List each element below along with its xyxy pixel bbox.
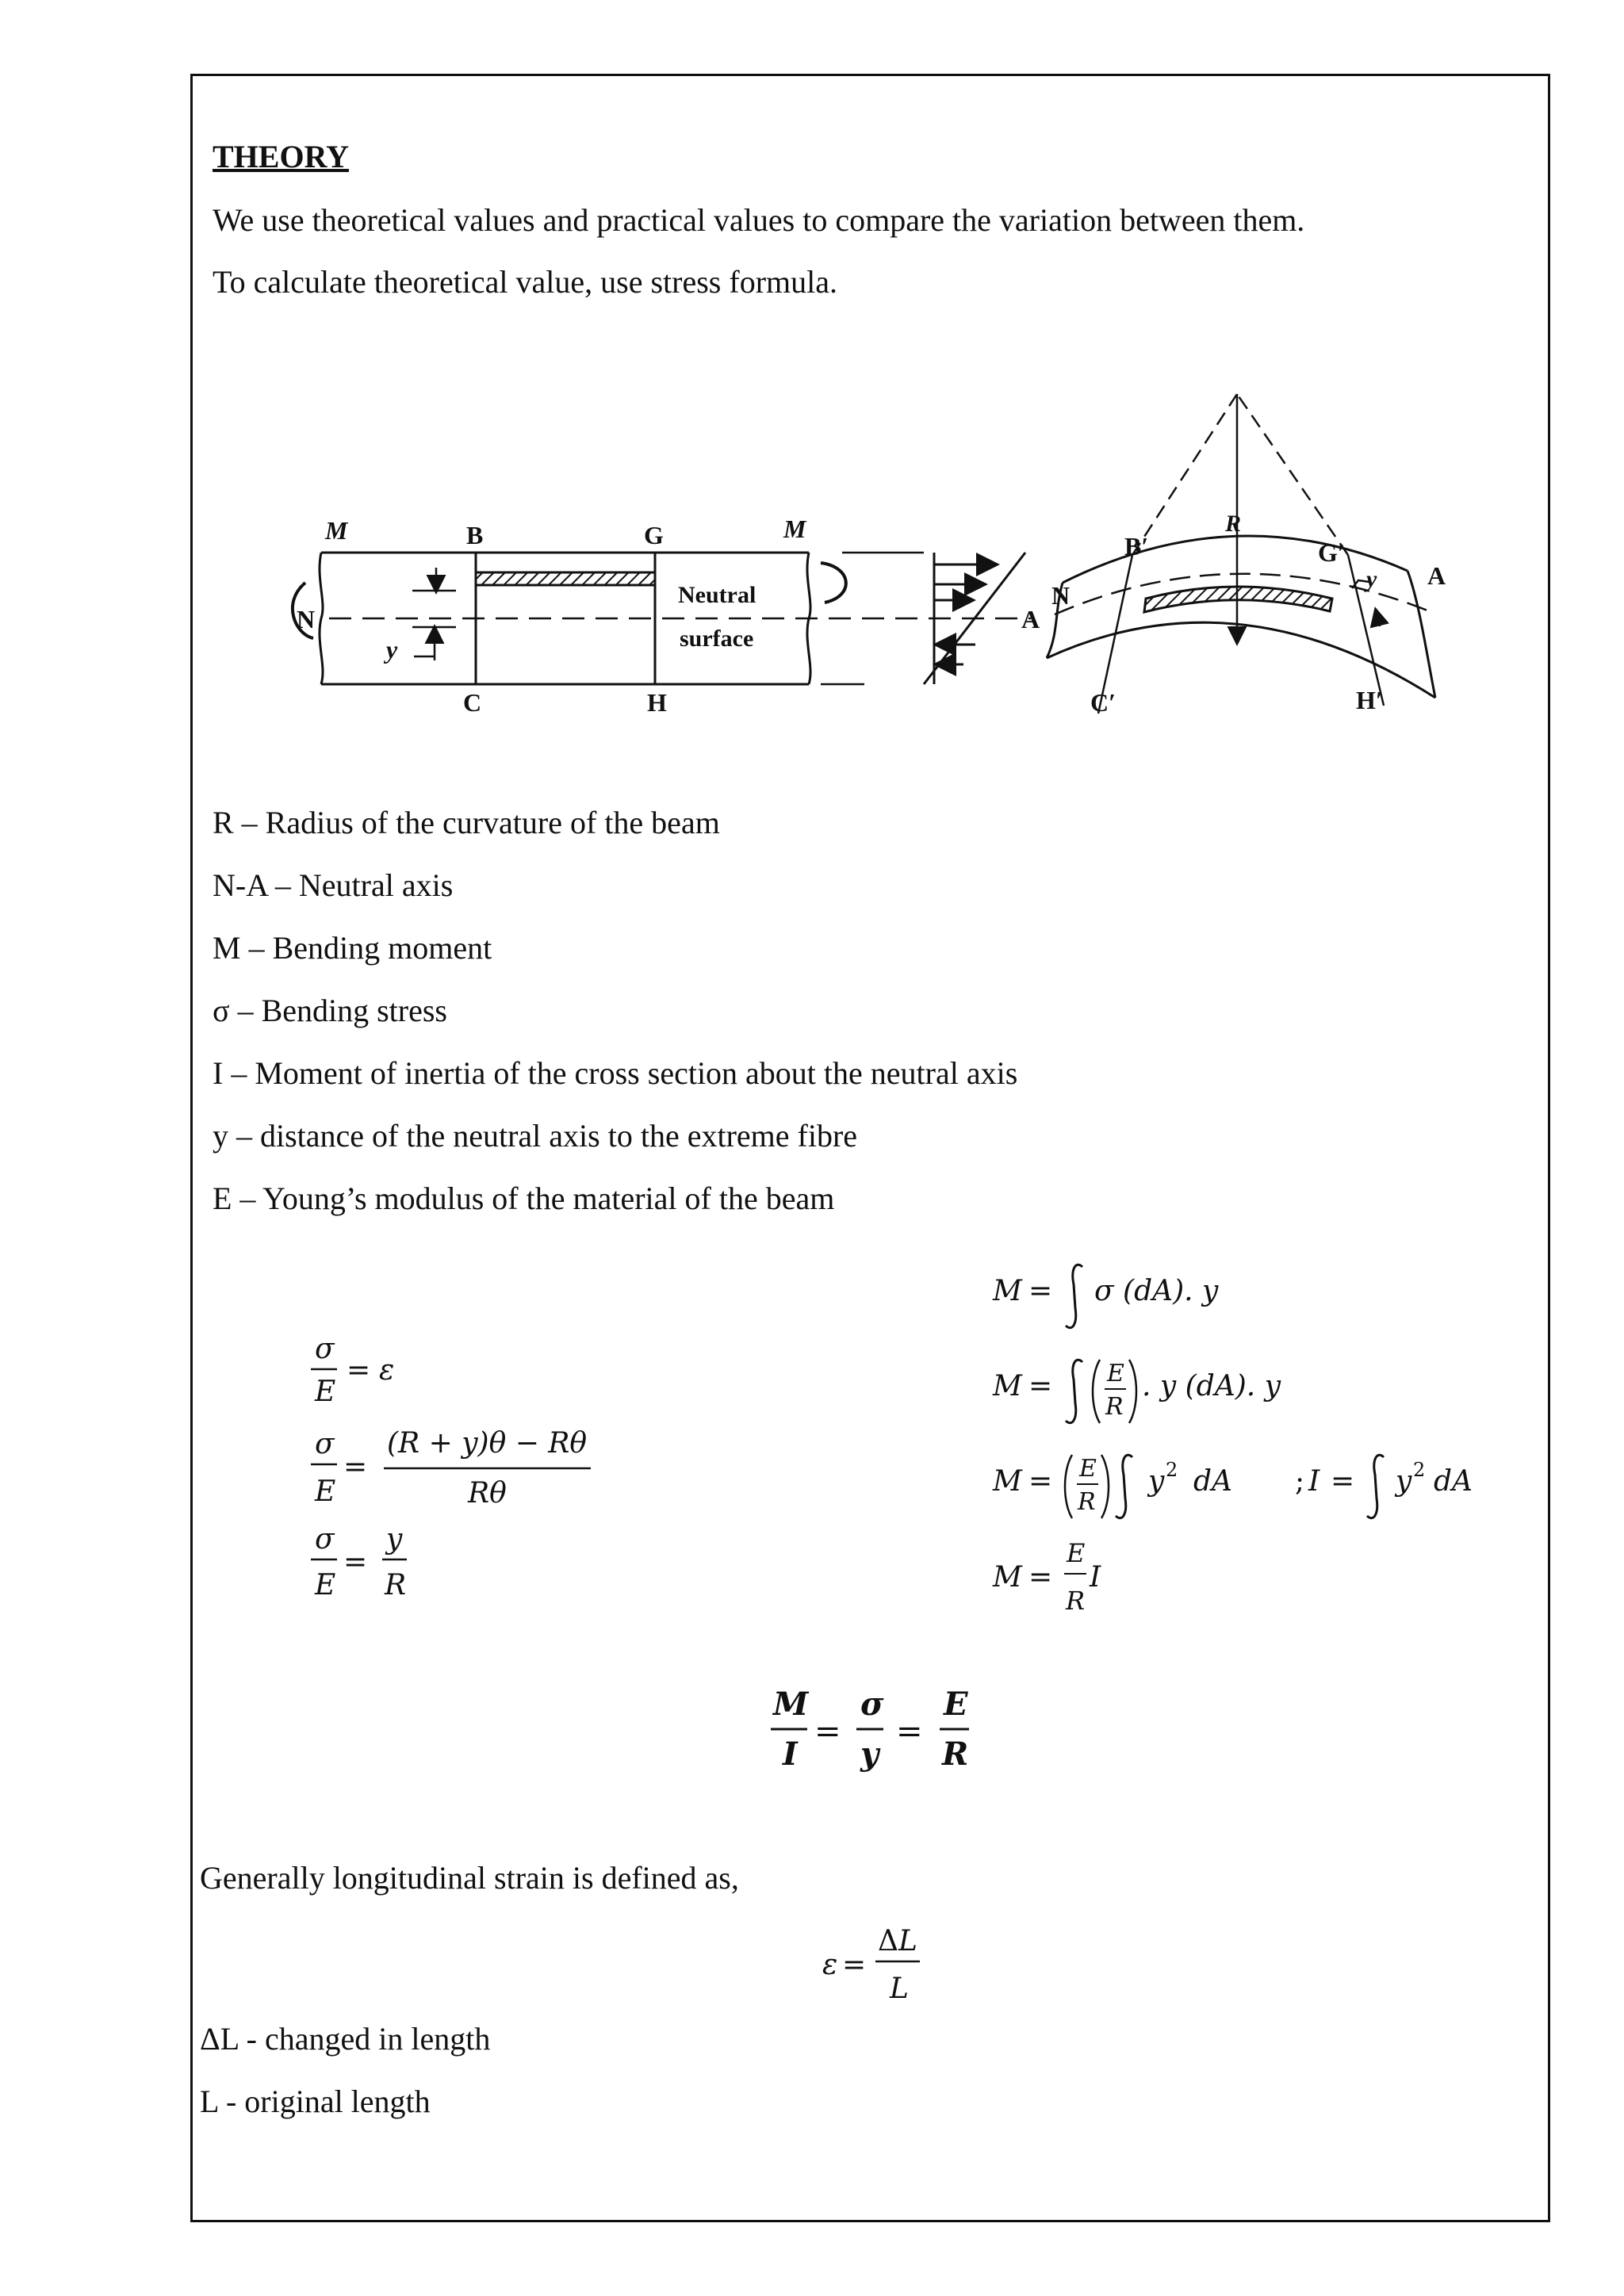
svg-text:R: R bbox=[385, 1569, 407, 1601]
label-c-prime: C′ bbox=[1090, 688, 1116, 717]
svg-text:=: = bbox=[1331, 1465, 1355, 1498]
label-a-bent: A bbox=[1427, 561, 1446, 590]
definition-sigma: σ – Bending stress bbox=[213, 993, 447, 1028]
svg-text:=: = bbox=[1028, 1465, 1053, 1498]
svg-text:ε: ε bbox=[822, 1949, 838, 1981]
svg-text:M: M bbox=[773, 1686, 809, 1723]
definition-na: N-A – Neutral axis bbox=[213, 867, 454, 903]
svg-text:σ: σ bbox=[315, 1523, 335, 1556]
svg-text:y: y bbox=[1396, 1465, 1412, 1498]
svg-text:M: M bbox=[993, 1370, 1022, 1402]
svg-text:=: = bbox=[896, 1713, 923, 1750]
svg-text:=: = bbox=[343, 1546, 368, 1578]
svg-text:dA: dA bbox=[1434, 1465, 1473, 1498]
moment-equation-1 bbox=[992, 1265, 1219, 1328]
moment-equation-4 bbox=[992, 1538, 1101, 1616]
strain-equation-2 bbox=[311, 1427, 591, 1510]
definition-r: R – Radius of the curvature of the beam bbox=[213, 805, 720, 840]
moment-equation-2 bbox=[992, 1360, 1281, 1423]
svg-text:=: = bbox=[347, 1354, 371, 1387]
svg-text:E: E bbox=[315, 1475, 336, 1508]
svg-text:M: M bbox=[993, 1275, 1022, 1307]
svg-text:=: = bbox=[1028, 1370, 1053, 1402]
svg-text:σ (dA). y: σ (dA). y bbox=[1094, 1275, 1219, 1307]
strain-def-l: L - original length bbox=[200, 2084, 431, 2119]
label-h: H bbox=[647, 688, 667, 717]
label-g-prime: G′ bbox=[1318, 538, 1345, 567]
definition-m: M – Bending moment bbox=[213, 930, 492, 966]
label-m-left: M bbox=[325, 516, 348, 545]
svg-text:=: = bbox=[814, 1713, 841, 1750]
svg-text:=: = bbox=[1028, 1561, 1053, 1594]
label-h-prime: H′ bbox=[1356, 686, 1383, 714]
label-b: B bbox=[466, 521, 484, 549]
strain-def-delta-l: ΔL - changed in length bbox=[200, 2021, 491, 2057]
svg-text:Rθ: Rθ bbox=[468, 1477, 507, 1510]
svg-text:;: ; bbox=[1295, 1465, 1305, 1498]
beam-bending-diagram bbox=[0, 0, 1624, 793]
svg-text:σ: σ bbox=[315, 1428, 335, 1460]
svg-text:R: R bbox=[1105, 1393, 1124, 1421]
svg-text:L: L bbox=[890, 1973, 909, 1998]
label-y: y bbox=[386, 635, 398, 664]
strain-definition-equation bbox=[822, 1925, 920, 1998]
moment-equation-3 bbox=[992, 1455, 1473, 1518]
svg-text:=: = bbox=[1028, 1275, 1053, 1307]
svg-text:E: E bbox=[315, 1376, 336, 1408]
label-b-prime: B′ bbox=[1124, 532, 1149, 561]
svg-text:dA: dA bbox=[1193, 1465, 1233, 1498]
svg-text:σ: σ bbox=[315, 1333, 335, 1365]
label-neutral: Neutral bbox=[678, 582, 756, 608]
svg-text:E: E bbox=[944, 1686, 968, 1723]
svg-text:ε: ε bbox=[379, 1354, 395, 1387]
diagram-labels bbox=[297, 511, 1446, 717]
label-n: N bbox=[297, 605, 316, 633]
svg-text:σ: σ bbox=[860, 1686, 884, 1723]
svg-text:Δ: Δ bbox=[878, 1925, 898, 1957]
svg-text:I: I bbox=[1308, 1465, 1320, 1498]
label-y-bent: y bbox=[1366, 566, 1377, 592]
svg-text:R: R bbox=[1066, 1586, 1086, 1616]
svg-text:=: = bbox=[343, 1451, 368, 1483]
theory-line-1: We use theoretical values and practical values to compare the variation between them. bbox=[213, 202, 1305, 238]
svg-text:2: 2 bbox=[1166, 1459, 1178, 1481]
strain-equation-3 bbox=[311, 1523, 407, 1601]
bent-beam bbox=[1047, 394, 1435, 714]
svg-text:E: E bbox=[1107, 1360, 1124, 1387]
svg-text:. y (dA). y: . y (dA). y bbox=[1142, 1370, 1281, 1402]
label-r: R bbox=[1225, 511, 1242, 537]
svg-text:2: 2 bbox=[1413, 1459, 1426, 1481]
svg-text:R: R bbox=[1078, 1488, 1096, 1516]
svg-text:R: R bbox=[942, 1735, 969, 1773]
svg-text:E: E bbox=[1067, 1538, 1086, 1568]
svg-text:y: y bbox=[386, 1523, 403, 1556]
label-n-bent: N bbox=[1051, 581, 1071, 610]
strain-intro: Generally longitudinal strain is defined as, bbox=[200, 1860, 739, 1896]
label-a: A bbox=[1021, 605, 1040, 633]
svg-text:I: I bbox=[783, 1735, 798, 1773]
theory-line-2: To calculate theoretical value, use stress formula. bbox=[213, 264, 837, 300]
svg-text:M: M bbox=[993, 1465, 1022, 1498]
svg-text:(R + y)θ − Rθ: (R + y)θ − Rθ bbox=[387, 1427, 588, 1460]
svg-text:E: E bbox=[1079, 1455, 1097, 1483]
definition-i: I – Moment of inertia of the cross section about the neutral axis bbox=[213, 1055, 1018, 1091]
strain-equation-1 bbox=[311, 1333, 394, 1408]
svg-text:I: I bbox=[1090, 1561, 1101, 1594]
svg-text:y: y bbox=[860, 1735, 879, 1773]
label-surface: surface bbox=[680, 626, 754, 652]
bending-equation bbox=[771, 1686, 969, 1773]
svg-text:=: = bbox=[842, 1949, 867, 1981]
label-c: C bbox=[463, 688, 482, 717]
svg-text:L: L bbox=[898, 1925, 917, 1957]
definition-e: E – Young’s modulus of the material of the beam bbox=[213, 1181, 835, 1216]
svg-text:M: M bbox=[993, 1561, 1022, 1594]
straight-beam bbox=[293, 553, 1031, 684]
svg-text:y: y bbox=[1148, 1465, 1165, 1498]
label-g: G bbox=[644, 521, 664, 549]
svg-text:E: E bbox=[315, 1569, 336, 1601]
theory-heading: THEORY bbox=[213, 139, 349, 174]
label-m-right: M bbox=[783, 515, 806, 543]
definition-y: y – distance of the neutral axis to the extreme fibre bbox=[213, 1118, 858, 1154]
